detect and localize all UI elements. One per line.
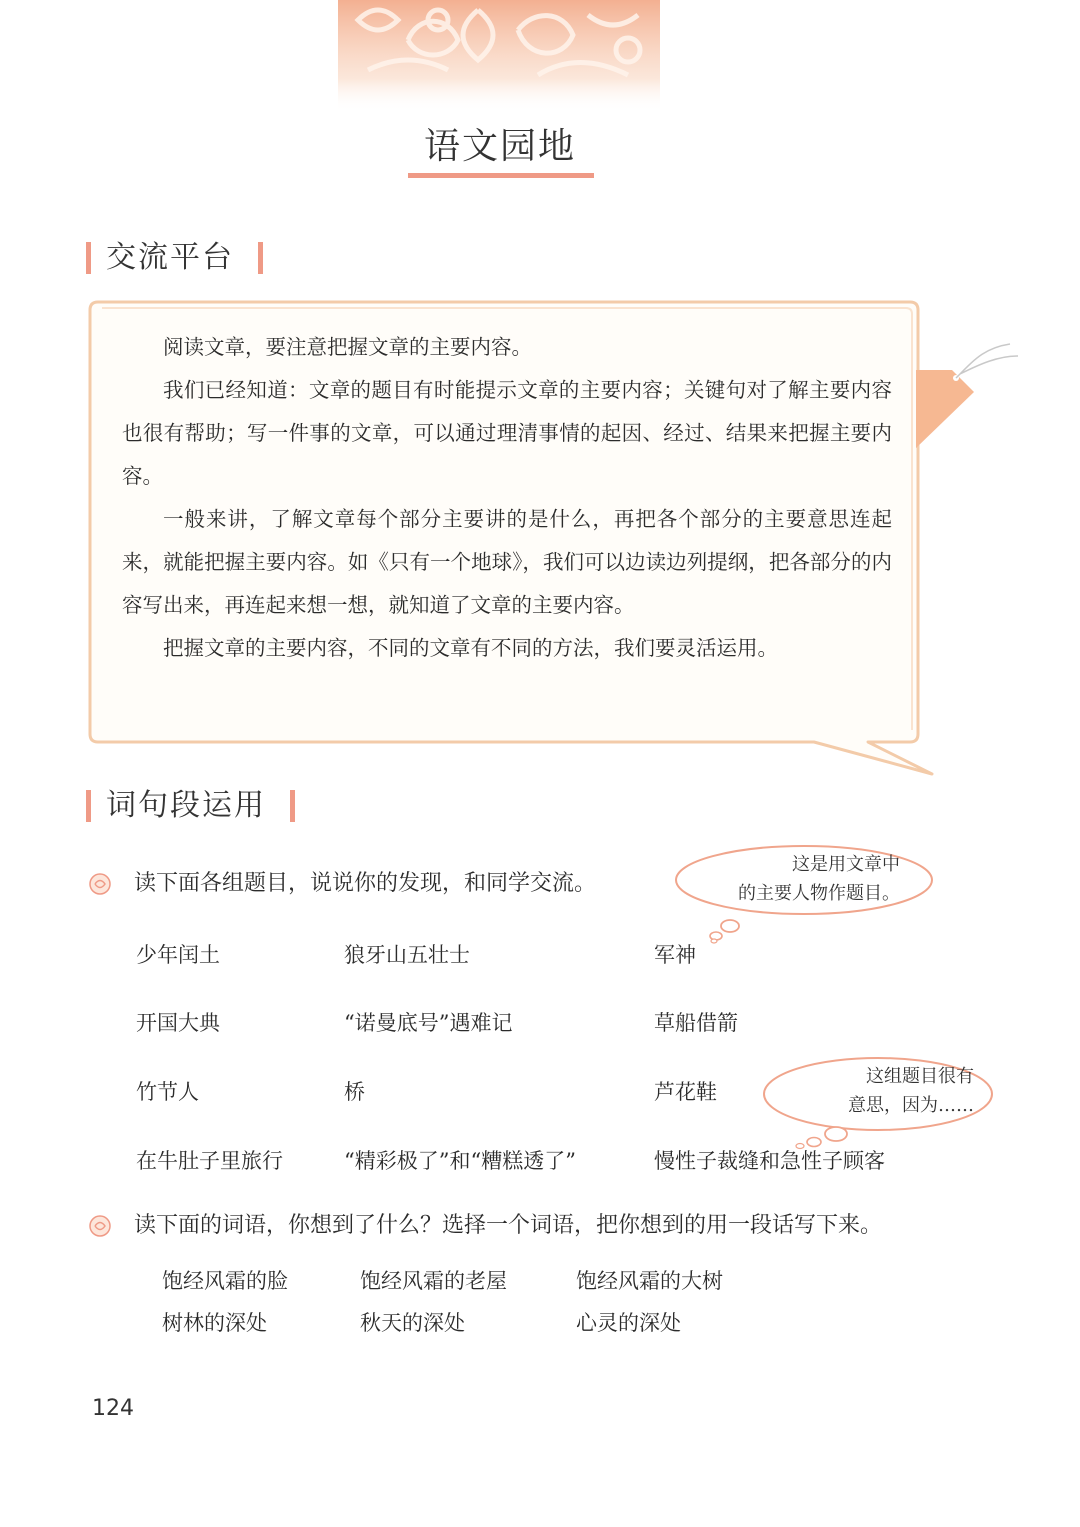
- title-cell: 慢性子裁缝和急性子顾客: [654, 1149, 885, 1173]
- title-cell: 桥: [344, 1080, 365, 1104]
- thought-line: 的主要人物作题目。: [738, 883, 900, 904]
- phrase-cell: 树林的深处: [162, 1311, 267, 1335]
- intro-paragraph: 把握文章的主要内容，不同的文章有不同的方法，我们要灵活运用。: [163, 636, 778, 660]
- intro-paragraph: 一般来讲，了解文章每个部分主要讲的是什么，再把各个部分的主要意思连起来，就能把握主要内容。如《只有一个地球》，我们可以边读边列提纲，把各部分的内容写出来，再连起来想一想，就知道了文章的主要内容。: [122, 507, 892, 617]
- title-cell: 芦花鞋: [654, 1080, 717, 1104]
- thought-bubble-text: [690, 850, 900, 908]
- section-heading-text: 词句段运用: [106, 788, 266, 823]
- section-heading-usage: [86, 786, 298, 826]
- seal-marker-icon: [88, 1214, 112, 1238]
- title-cell: 狼牙山五壮士: [344, 943, 470, 967]
- section-heading-text: 交流平台: [106, 240, 234, 275]
- thought-bubble-text: [784, 1062, 974, 1120]
- task-prompt: 读下面的词语，你想到了什么？选择一个词语，把你想到的用一段话写下来。: [134, 1213, 883, 1238]
- title-cell: 竹节人: [136, 1080, 199, 1104]
- seal-marker-icon: [88, 872, 112, 896]
- thought-line: 意思，因为……: [848, 1095, 974, 1116]
- phrase-cell: 饱经风霜的老屋: [360, 1269, 507, 1293]
- page-title: 语文园地: [423, 126, 576, 167]
- title-cell: 草船借箭: [654, 1011, 738, 1035]
- title-underline: [408, 173, 594, 178]
- title-cell: 少年闰土: [136, 943, 220, 967]
- phrase-cell: 心灵的深处: [576, 1311, 681, 1335]
- task-prompt: 读下面各组题目，说说你的发现，和同学交流。: [134, 871, 597, 896]
- section-heading-exchange: [86, 238, 264, 278]
- heading-bar-right: [258, 242, 263, 274]
- heading-bar-right: [290, 790, 295, 822]
- title-cell: “精彩极了”和“糟糕透了”: [344, 1149, 576, 1173]
- title-cell: 开国大典: [136, 1011, 220, 1035]
- title-cell: 在牛肚子里旅行: [136, 1149, 283, 1173]
- title-cell: “诺曼底号”遇难记: [344, 1011, 513, 1035]
- phrase-cell: 饱经风霜的脸: [162, 1269, 288, 1293]
- title-cell: 军神: [654, 943, 696, 967]
- page-number: 124: [92, 1396, 134, 1421]
- decorative-banner: [338, 0, 660, 112]
- bookmark-tag-icon: [914, 330, 1024, 460]
- intro-paragraph: 我们已经知道：文章的题目有时能提示文章的主要内容；关键句对了解主要内容也很有帮助；写一件事的文章，可以通过理清事情的起因、经过、结果来把握主要内容。: [122, 378, 892, 488]
- phrase-cell: 饱经风霜的大树: [576, 1269, 723, 1293]
- thought-line: 这组题目很有: [866, 1066, 974, 1087]
- heading-bar-left: [86, 790, 91, 822]
- intro-text: [122, 326, 892, 670]
- intro-paragraph: 阅读文章，要注意把握文章的主要内容。: [163, 335, 532, 359]
- phrase-cell: 秋天的深处: [360, 1311, 465, 1335]
- thought-line: 这是用文章中: [792, 854, 900, 875]
- heading-bar-left: [86, 242, 91, 274]
